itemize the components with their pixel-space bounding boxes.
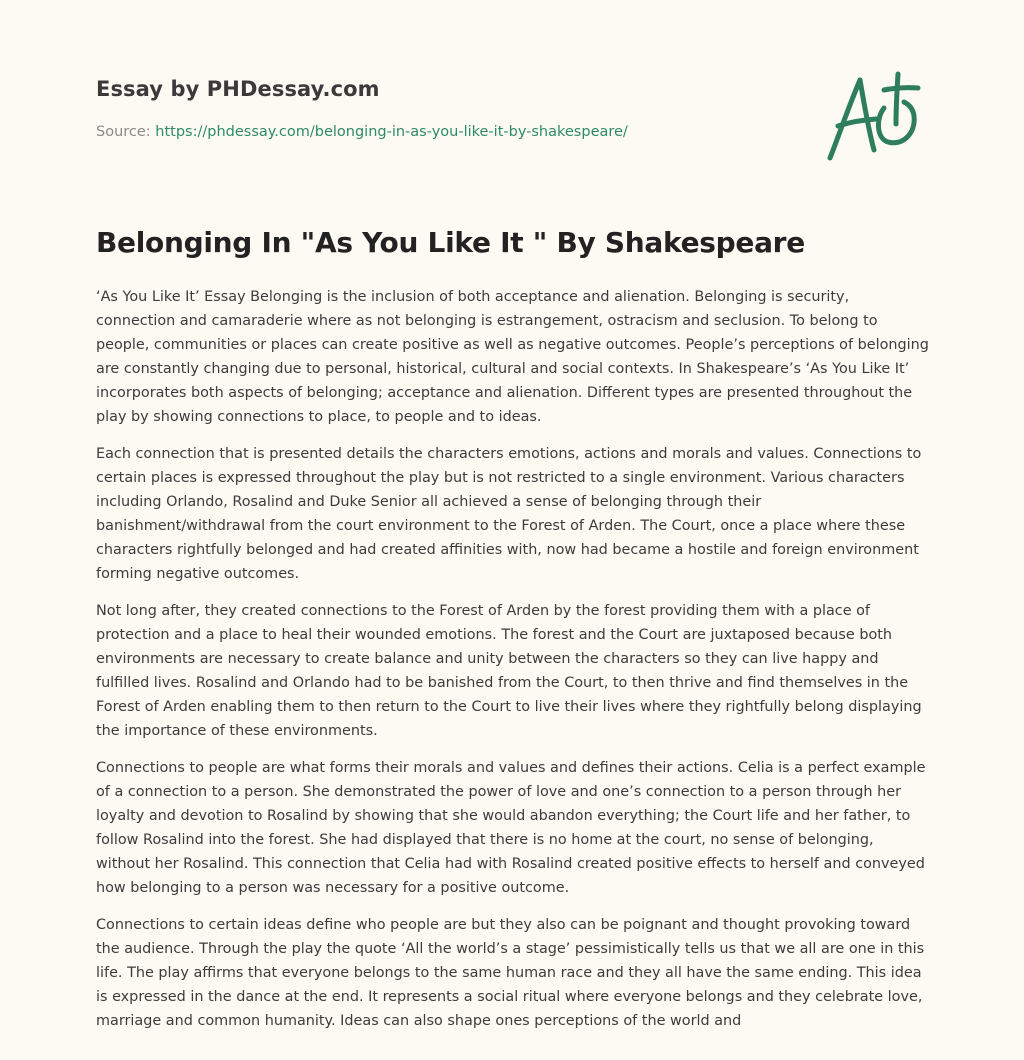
a-plus-logo-icon <box>824 68 924 164</box>
source-label: Source: <box>96 124 156 140</box>
article-title: Belonging In "As You Like It " By Shakespeare <box>96 226 805 259</box>
paragraph: ‘As You Like It’ Essay Belonging is the inclusion of both acceptance and alienation. Belonging is security, connection and camaraderie where as not belonging is estrangement, ostracism and seclusion. To belong to people, communities or places can create positive as well as negative outcomes. People’s perceptions of belonging are constantly changing due to personal, historical, cultural and social contexts. In Shakespeare’s ‘As You Like It’ incorporates both aspects of belonging; acceptance and alienation. Different types are presented throughout the play by showing connections to place, to people and to ideas. <box>96 289 929 425</box>
essay-page <box>96 0 931 1029</box>
paragraph: Connections to people are what forms their morals and values and defines their actions. Celia is a perfect example of a connection to a person. She demonstrated the power of love and one’s connection to a person through her loyalty and devotion to Rosalind by showing that she would abandon everything; the Court life and her father, to follow Rosalind into the forest. She had displayed that there is no home at the court, no sense of belonging, without her Rosalind. This connection that Celia had with Rosalind created positive effects to herself and conveyed how belonging to a person was necessary for a positive outcome. <box>96 760 926 896</box>
paragraph: Not long after, they created connections to the Forest of Arden by the forest providing them with a place of protection and a place to heal their wounded emotions. The forest and the Court are juxtaposed because both environments are necessary to create balance and unity between the characters so they can live happy and fulfilled lives. Rosalind and Orlando had to be banished from the Court, to then thrive and find themselves in the Forest of Arden enabling them to then return to the Court to live their lives where they rightfully belong displaying the importance of these environments. <box>96 603 922 739</box>
site-brand: Essay by PHDessay.com <box>96 77 380 101</box>
source-line <box>96 124 628 140</box>
article-body <box>96 285 931 1046</box>
page-header <box>96 0 931 200</box>
source-link[interactable]: https://phdessay.com/belonging-in-as-you-like-it-by-shakespeare/ <box>155 124 628 140</box>
paragraph: Each connection that is presented details the characters emotions, actions and morals and values. Connections to certain places is expressed throughout the play but is not restricted to a single environment. Various characters including Orlando, Rosalind and Duke Senior all achieved a sense of belonging through their banishment/withdrawal from the court environment to the Forest of Arden. The Court, once a place where these characters rightfully belonged and had created affinities with, now had became a hostile and foreign environment forming negative outcomes. <box>96 446 922 582</box>
paragraph: Connections to certain ideas define who people are but they also can be poignant and thought provoking toward the audience. Through the play the quote ‘All the world’s a stage’ pessimistically tells us that we all are one in this life. The play affirms that everyone belongs to the same human race and they all have the same ending. This idea is expressed in the dance at the end. It represents a social ritual where everyone belongs and they celebrate love, marriage and common humanity. Ideas can also shape ones perceptions of the world and <box>96 917 925 1029</box>
